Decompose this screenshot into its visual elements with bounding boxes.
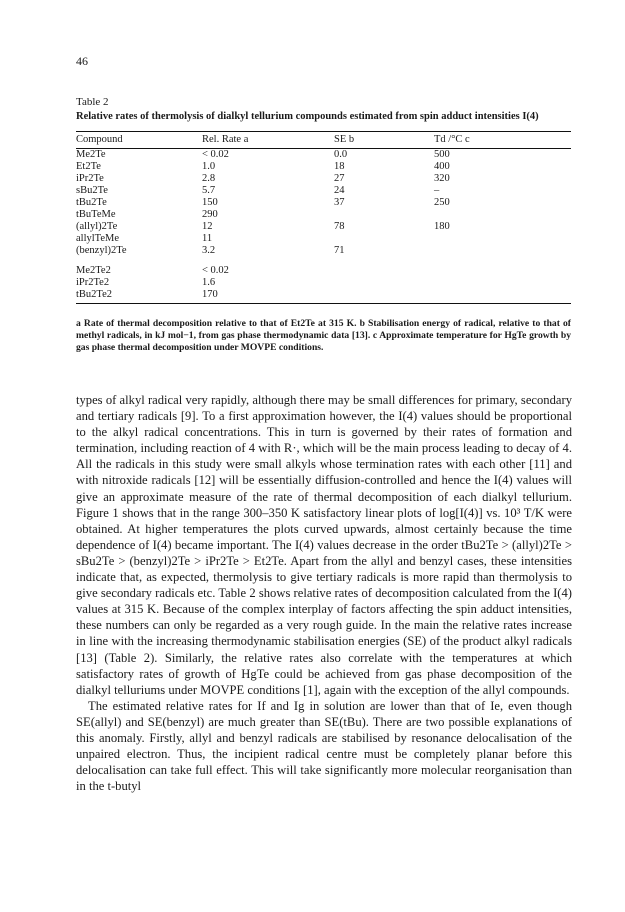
cell-td: 400	[434, 161, 450, 172]
col-header-compound: Compound	[76, 132, 202, 149]
cell-rel-rate: 290	[202, 209, 218, 220]
cell-rel-rate: 3.2	[202, 245, 216, 256]
cell-td: 250	[434, 197, 450, 208]
cell-td: 180	[434, 221, 450, 232]
cell-compound: allylTeMe	[76, 233, 119, 244]
cell-compound: tBu2Te2	[76, 289, 202, 304]
cell-td: 320	[434, 173, 450, 184]
table-row	[76, 161, 571, 173]
cell-rel-rate: 5.7	[202, 185, 216, 196]
cell-td	[434, 277, 571, 289]
cell-compound: Me2Te	[76, 149, 106, 160]
cell-rel-rate: < 0.02	[202, 265, 229, 276]
table-row	[76, 245, 571, 257]
cell-rel-rate: 150	[202, 197, 218, 208]
table-header-row	[76, 132, 571, 149]
cell-se	[334, 233, 434, 245]
cell-td	[434, 233, 571, 245]
cell-rel-rate: 170	[202, 289, 334, 304]
table-group-spacer	[76, 257, 571, 265]
table-label: Table 2	[76, 96, 109, 108]
cell-rel-rate: 1.0	[202, 161, 216, 172]
cell-se	[334, 265, 434, 277]
cell-se: 24	[334, 185, 345, 196]
table-row	[76, 289, 571, 304]
data-table	[76, 131, 571, 304]
cell-se	[334, 289, 434, 304]
table-row	[76, 277, 571, 289]
table-row	[76, 149, 571, 162]
table-title: Relative rates of thermolysis of dialkyl tellurium compounds estimated from spin adduct intensities I(4)	[76, 110, 539, 122]
cell-td: 500	[434, 149, 450, 160]
cell-se	[334, 209, 434, 221]
table-row	[76, 185, 571, 197]
cell-se: 18	[334, 161, 345, 172]
cell-rel-rate: 11	[202, 233, 213, 244]
cell-compound: iPr2Te2	[76, 277, 110, 288]
body-paragraph: types of alkyl radical very rapidly, although there may be small differences for primary, secondary and tertiary radicals [9]. To a first approximation however, the I(4) values should be proportional to the alkyl radical concentrations. This in turn is governed by their rates of formation and termination, including reaction of 4 with R·, which will be the main process leading to decay of 4. All the radicals in this study were small alkyls whose termination rates with each other [11] and with nitroxide radicals [12] will be essentially diffusion-controlled and hence the I(4) values will give an approximate measure of the rate of thermal decomposition of each dialkyl tellurium. Figure 1 shows that in the range 300–350 K satisfactory linear plots of log[I(4)] vs. 10³ T/K were obtained. At higher temperatures the plots curved upwards, almost certainly because the time dependence of I(4) became important. The I(4) values decrease in the order tBu2Te > (allyl)2Te > sBu2Te > (benzyl)2Te > iPr2Te > Et2Te. Apart from the allyl and benzyl cases, these intensities indicate that, as expected, thermolysis to give tertiary radicals is more rapid than thermolysis to give secondary radicals etc. Table 2 shows relative rates of decomposition calculated from the I(4) values at 315 K. Because of the complex interplay of factors affecting the spin adduct intensities, these numbers can only be regarded as a very rough guide. In the main the relative rates increase in line with the increasing thermodynamic stabilisation energies (SE) of the product alkyl radicals [13] (Table 2). Similarly, the relative rates also correlate with the temperatures at which satisfactory rates of growth of HgTe could be achieved from gas phase decomposition of the dialkyl telluriums under MOVPE conditions [1], again with the exception of the allyl compounds.	[76, 393, 572, 697]
cell-td	[434, 265, 571, 277]
cell-se: 27	[334, 173, 345, 184]
cell-td	[434, 209, 571, 221]
table-footnote: a Rate of thermal decomposition relative to that of Et2Te at 315 K. b Stabilisation energy of radical, relative to that of methyl radicals, in kJ mol−1, from gas phase thermodynamic data [13]. c Approximate temperature for HgTe growth by gas phase thermal decomposition under MOVPE conditions.	[76, 318, 571, 353]
table-row	[76, 221, 571, 233]
col-header-td: Td /°C c	[434, 132, 571, 149]
body-text	[76, 392, 572, 794]
cell-td	[434, 245, 571, 257]
cell-rel-rate: 12	[202, 221, 213, 232]
cell-compound: Et2Te	[76, 161, 101, 172]
cell-se: 78	[334, 221, 345, 232]
table-row	[76, 209, 571, 221]
cell-compound: (benzyl)2Te	[76, 245, 127, 256]
cell-compound: (allyl)2Te	[76, 221, 118, 232]
cell-compound: tBu2Te	[76, 197, 107, 208]
cell-se: 71	[334, 245, 345, 256]
page-number: 46	[76, 54, 88, 68]
cell-rel-rate: 1.6	[202, 277, 216, 288]
cell-se: 0.0	[334, 149, 348, 160]
table-row	[76, 233, 571, 245]
table-caption	[76, 95, 576, 124]
cell-se: 37	[334, 197, 345, 208]
cell-rel-rate: 2.8	[202, 173, 216, 184]
table-row	[76, 197, 571, 209]
cell-td	[434, 289, 571, 304]
cell-rel-rate: < 0.02	[202, 149, 229, 160]
cell-compound: tBuTeMe	[76, 209, 116, 220]
col-header-se: SE b	[334, 132, 434, 149]
cell-compound: Me2Te2	[76, 265, 111, 276]
cell-td: –	[434, 185, 440, 196]
body-paragraph: The estimated relative rates for If and Ig in solution are lower than that of Ie, even though SE(allyl) and SE(benzyl) are much greater than SE(tBu). There are two possible explanations of this anomaly. Firstly, allyl and benzyl radicals are stabilised by resonance delocalisation of the unpaired electron. Thus, the incipient radical centre must be completely planar before this delocalisation can take full effect. This will take significantly more molecular reorganisation than in the t-butyl	[76, 698, 572, 794]
cell-compound: sBu2Te	[76, 185, 108, 196]
cell-se	[334, 277, 434, 289]
col-header-rel-rate: Rel. Rate a	[202, 132, 334, 149]
cell-compound: iPr2Te	[76, 173, 104, 184]
table-row	[76, 265, 571, 277]
table-row	[76, 173, 571, 185]
